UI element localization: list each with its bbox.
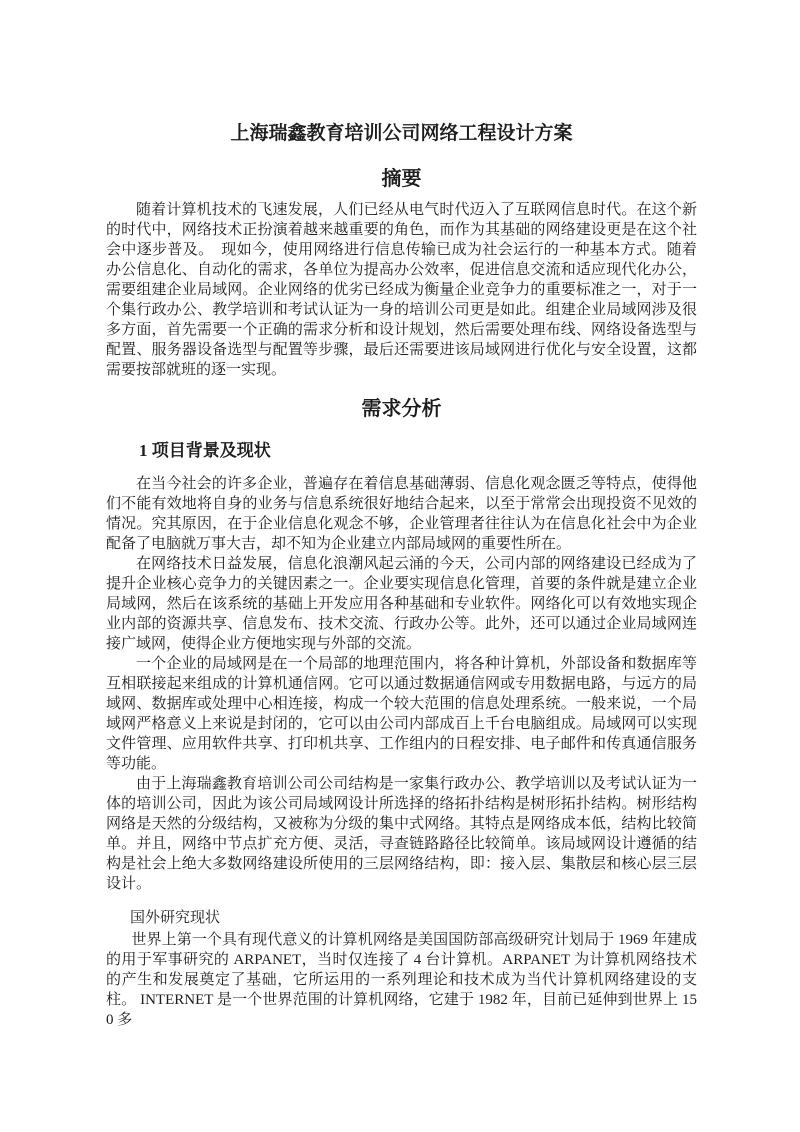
background-paragraph-2: 在网络技术日益发展，信息化浪潮风起云涌的今天，公司内部的网络建设已经成为了提升企业核心竞争力的关键因素之一。企业要实现信息化管理，首要的条件就是建立企业局域网，然后在该系统的基础上开发应用各种基础和专业软件。网络化可以有效地实现企业内部的资源共享、信息发布、技术交流、行政办公等。此外，还可以通过企业局域网连接广域网，使得企业方便地实现与外部的交流。 (106, 556, 697, 652)
background-paragraph-1: 在当今社会的许多企业，普遍存在着信息基础薄弱、信息化观念匮乏等特点，使得他们不能有效地将自身的业务与信息系统很好地结合起来，以至于常常会出现投资不见效的情况。究其原因，在于企业信息化观念不够，企业管理者往往认为在信息化社会中为企业配备了电脑就万事大吉，却不知为企业建立内部局域网的重要性所在。 (106, 476, 697, 552)
section-1-project-background-heading: 1 项目背景及现状 (139, 441, 271, 460)
abstract-heading: 摘要 (381, 168, 422, 190)
foreign-research-status-subheading: 国外研究现状 (130, 910, 221, 926)
background-paragraph-4: 由于上海瑞鑫教育培训公司公司结构是一家集行政办公、教学培训以及考试认证为一体的培训公司，因此为该公司局域网设计所选择的络拓扑结构是树形拓扑结构。树形结构网络是天然的分级结构，又被称为分级的集中式网络。其特点是网络成本低，结构比较简单。并且，网络中节点扩充方便、灵活，寻查链路路径比较简单。该局域网设计遵循的结构是社会上绝大多数网络建设所使用的三层网络结构，即：接入层、集散层和核心层三层设计。 (106, 776, 697, 892)
abstract-paragraph: 随着计算机技术的飞速发展，人们已经从电气时代迈入了互联网信息时代。在这个新的时代中，网络技术正扮演着越来越重要的角色，而作为其基础的网络建设更是在这个社会中逐步普及。 现如今，使用网络进行信息传输已成为社会运行的一种基本方式。随着办公信息化、自动化的需求，各单位为提高办公效率，促进信息交流和适应现代化办公，需要组建企业局域网。企业网络的优劣已经成为衡量企业竞争力的重要标准之一，对于一个集行政办公、教学培训和考试认证为一身的培训公司更是如此。组建企业局域网涉及很多方面，首先需要一个正确的需求分析和设计规划，然后需要处理布线、网络设备选型与配置、服务器设备选型与配置等步骤，最后还需要进该局域网进行优化与安全设置，这都需要按部就班的逐一实现。 (106, 202, 697, 378)
background-paragraph-3: 一个企业的局域网是在一个局部的地理范围内，将各种计算机，外部设备和数据库等互相联接起来组成的计算机通信网。它可以通过数据通信网或专用数据电路，与远方的局域网、数据库或处理中心相连接，构成一个较大范围的信息处理系统。一般来说，一个局域网严格意义上来说是封闭的，它可以由公司内部成百上千台电脑组成。局域网可以实现文件管理、应用软件共享、打印机共享、工作组内的日程安排、电子邮件和传真通信服务等功能。 (106, 656, 697, 772)
foreign-research-paragraph: 世界上第一个具有现代意义的计算机网络是美国国防部高级研究计划局于 1969 年建成的用于军事研究的 ARPANET，当时仅连接了 4 台计算机。ARPANET 为计算机网络技术的产生和发展奠定了基础，它所运用的一系列理论和技术成为当代计算机网络建设的支柱。 INTERNET 是一个世界范围的计算机网络，它建于 1982 年，目前已延伸到世界上 150 多 (106, 932, 697, 1028)
document-title: 上海瑞鑫教育培训公司网络工程设计方案 (230, 123, 573, 144)
requirements-analysis-heading: 需求分析 (361, 398, 442, 420)
